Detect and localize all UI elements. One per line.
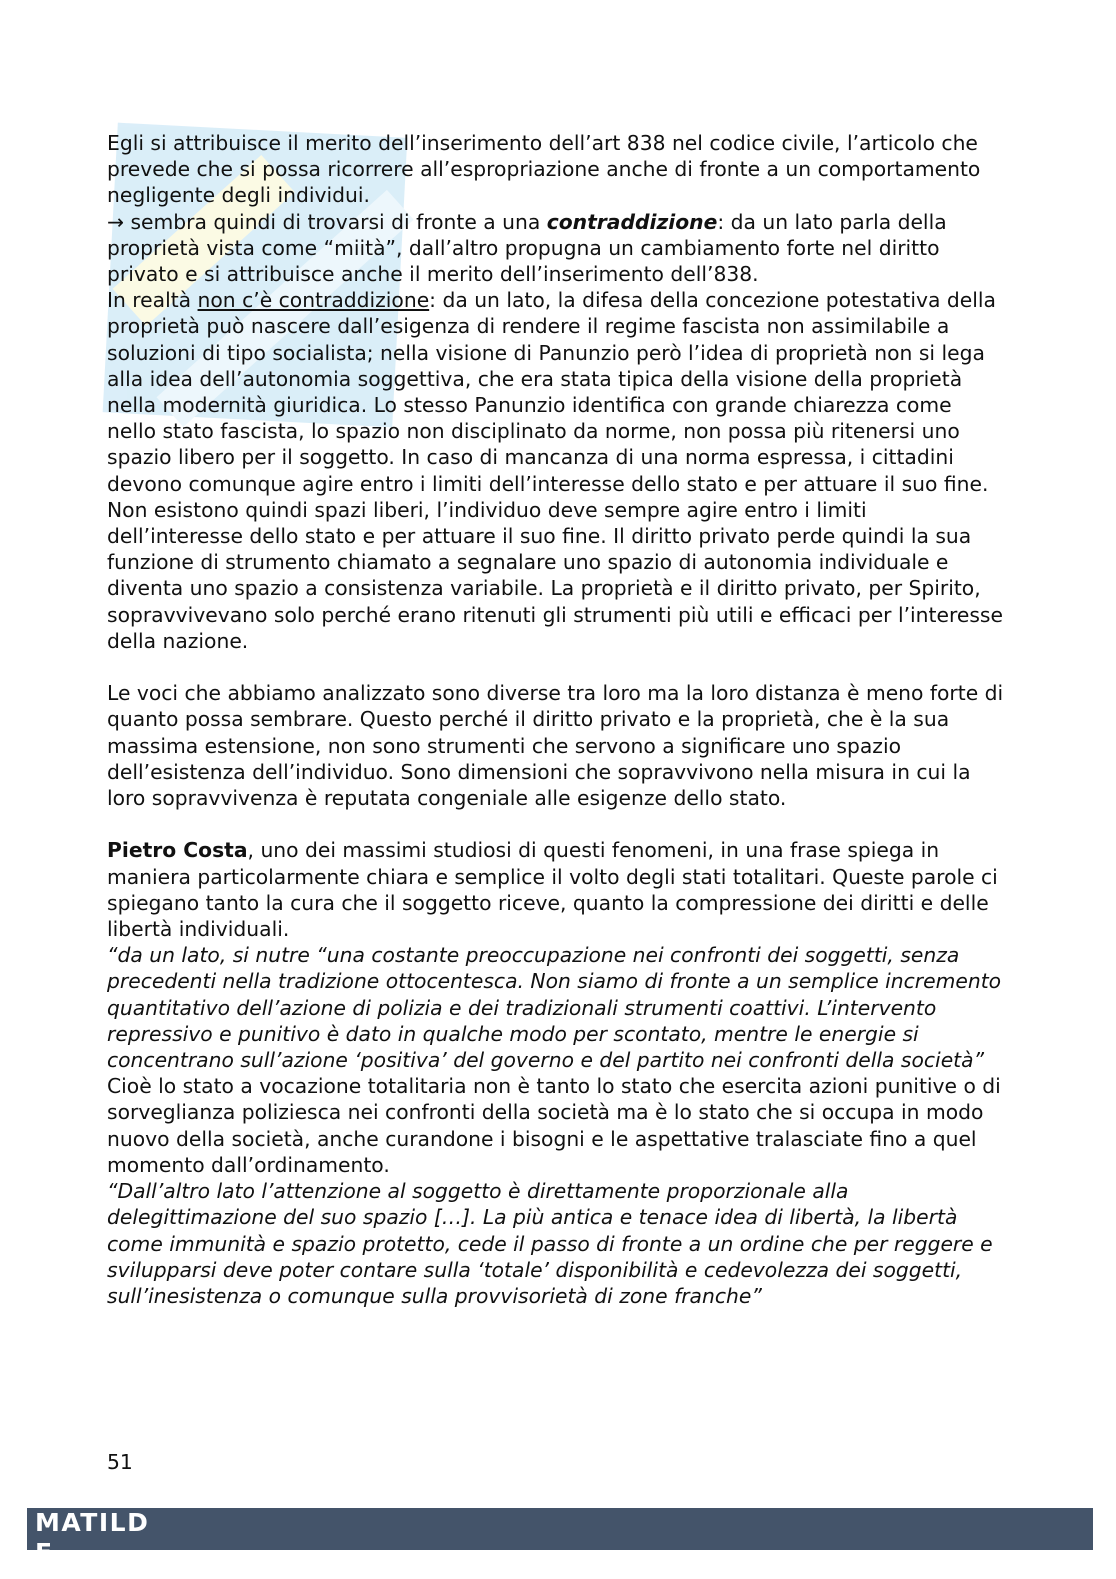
page-number: 51 <box>107 1450 133 1474</box>
paragraph-cioe: Cioè lo stato a vocazione totalitaria non è tanto lo stato che esercita azioni punitive o di sorveglianza poliziesca nei confronti della società ma è lo stato che si occupa in modo nuovo della società, anche curandone i bisogni e le aspettative tralasciate fino a quel momento dall’ordinamento. <box>107 1074 1001 1177</box>
paragraph-in-realta: In realtà non c’è contraddizione: da un lato, la difesa della concezione potestativa della proprietà può nascere dall’esigenza di rendere il regime fascista non assimilabile a soluzioni di tipo socialista; nella visione di Panunzio però l’idea di proprietà non si lega alla idea dell’autonomia soggettiva, che era stata tipica della visione della proprietà nella modernità giuridica. Lo stesso Panunzio identifica con grande chiarezza come nello stato fascista, lo spazio non disciplinato da norme, non possa più ritenersi uno spazio libero per il soggetto. In caso di mancanza di una norma espressa, i cittadini devono comunque agire entro i limiti dell’interesse dello stato e per attuare il suo fine. Non esistono quindi spazi liberi, l’individuo deve sempre agire entro i limiti dell’interesse dello stato e per attuare il suo fine. Il diritto privato perde quindi la sua funzione di strumento chiamato a segnalare uno spazio di autonomia individuale e diventa uno spazio a consistenza variabile. La proprietà e il diritto privato, per Spirito, sopravvivevano solo perché erano ritenuti gli strumenti più utili e efficaci per l’interesse della nazione. <box>107 288 1003 653</box>
quote-dall-altro-lato: “Dall’altro lato l’attenzione al soggetto è direttamente proporzionale alla delegittimazione del suo spazio […]. La più antica e tenace idea di libertà, la libertà come immunità e spazio protetto, cede il passo di fronte a un ordine che per reggere e svilupparsi deve poter contare sulla ‘totale’ disponibilità e cedevolezza dei soggetti, sull’inesistenza o comunque sulla provvisorietà di zone franche” <box>107 1179 993 1308</box>
author-name: Pietro Costa <box>107 838 248 863</box>
paragraph-contraddizione: → sembra quindi di trovarsi di fronte a una contraddizione: da un lato parla della proprietà vista come “miità”, dall’altro propugna un cambiamento forte nel diritto privato e si attribuisce anche il merito dell’inserimento dell’838. <box>107 209 947 287</box>
document-body <box>107 130 1007 1309</box>
paragraph-le-voci: Le voci che abbiamo analizzato sono diverse tra loro ma la loro distanza è meno forte di quanto possa sembrare. Questo perché il diritto privato e la proprietà, che è la sua massima estensione, non sono strumenti che servono a significare uno spazio dell’esistenza dell’individuo. Sono dimensioni che sopravvivono nella misura in cui la loro sopravvivenza è reputata congeniale alle esigenze dello stato. <box>107 681 1004 811</box>
footer-bar <box>27 1508 1093 1567</box>
term-contraddizione: contraddizione <box>546 209 718 234</box>
paragraph-pietro-costa: Pietro Costa, uno dei massimi studiosi di questi fenomeni, in una frase spiega in maniera particolarmente chiara e semplice il volto degli stati totalitari. Queste parole ci spiegano tanto la cura che il soggetto riceve, quanto la compressione dei diritti e delle libertà individuali. <box>107 838 998 942</box>
quote-da-un-lato: “da un lato, si nutre “una costante preoccupazione nei confronti dei soggetti, senza precedenti nella tradizione ottocentesca. Non siamo di fronte a un semplice incremento quantitativo dell’azione di polizia e dei tradizionali strumenti coattivi. L’intervento repressivo e punitivo è dato in qualche modo per scontato, mentre le energie si concentrano sull’azione ‘positiva’ del governo e del partito nei confronti della società” <box>107 943 1002 1073</box>
arrow-icon: → <box>107 209 124 234</box>
paragraph-art-838: Egli si attribuisce il merito dell’inserimento dell’art 838 nel codice civile, l’articolo che prevede che si possa ricorrere all’espropriazione anche di fronte a un comportamento negligente degli individui. <box>107 131 981 208</box>
footer-author-name: MATILDE <box>35 1508 150 1567</box>
underlined-phrase: non c’è contraddizione <box>197 288 430 313</box>
